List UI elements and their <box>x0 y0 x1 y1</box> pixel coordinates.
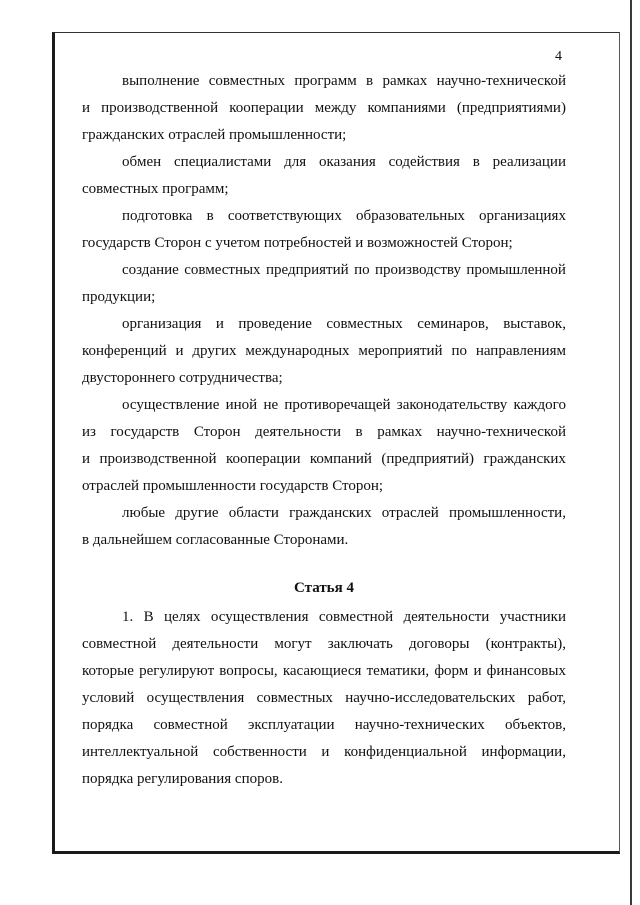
text-line: государств Сторон с учетом потребностей и возможностей Сторон; <box>82 235 513 251</box>
text-line: из государств Сторон деятельности в рамках научно-технической <box>82 424 566 440</box>
article-section <box>82 604 566 793</box>
text-line: подготовка в соответствующих образовательных организациях <box>122 208 566 224</box>
text-line: продукции; <box>82 289 156 305</box>
text-line: интеллектуальной собственности и конфиденциальной информации, <box>82 744 566 760</box>
text-line: и производственной кооперации компаний (предприятий) гражданских <box>82 451 566 467</box>
paragraph <box>82 311 566 392</box>
paragraph <box>82 203 566 257</box>
document-body <box>82 68 566 793</box>
text-line: осуществление иной не противоречащей законодательству каждого <box>122 397 566 413</box>
text-line: организация и проведение совместных семинаров, выставок, <box>122 316 566 332</box>
text-line: двустороннего сотрудничества; <box>82 370 283 386</box>
text-line: совместной деятельности могут заключать договоры (контракты), <box>82 636 566 652</box>
text-line: которые регулируют вопросы, касающиеся тематики, форм и финансовых <box>82 663 566 679</box>
text-line: создание совместных предприятий по производству промышленной <box>122 262 566 278</box>
text-line: обмен специалистами для оказания содействия в реализации <box>122 154 566 170</box>
paragraph <box>82 257 566 311</box>
text-line: условий осуществления совместных научно-исследовательских работ, <box>82 690 566 706</box>
text-line: порядка совместной эксплуатации научно-технических объектов, <box>82 717 566 733</box>
text-line: и производственной кооперации между компаниями (предприятиями) <box>82 100 566 116</box>
paragraph <box>82 604 566 793</box>
text-line: отраслей промышленности государств Сторон; <box>82 478 384 494</box>
page-number: 4 <box>555 49 562 64</box>
scan-edge-line <box>630 0 632 905</box>
article-heading: Статья 4 <box>294 580 354 596</box>
text-line: совместных программ; <box>82 181 229 197</box>
text-line: гражданских отраслей промышленности; <box>82 127 347 143</box>
paragraph <box>82 392 566 500</box>
text-line: порядка регулирования споров. <box>82 771 283 787</box>
text-line: 1. В целях осуществления совместной деятельности участники <box>122 609 566 625</box>
text-line: любые другие области гражданских отраслей промышленности, <box>122 505 566 521</box>
paragraph <box>82 500 566 554</box>
paragraph <box>82 149 566 203</box>
text-line: конференций и других международных мероприятий по направлениям <box>82 343 566 359</box>
list-section <box>82 68 566 554</box>
text-line: в дальнейшем согласованные Сторонами. <box>82 532 349 548</box>
text-line: выполнение совместных программ в рамках научно-технической <box>122 73 566 89</box>
paragraph <box>82 68 566 149</box>
